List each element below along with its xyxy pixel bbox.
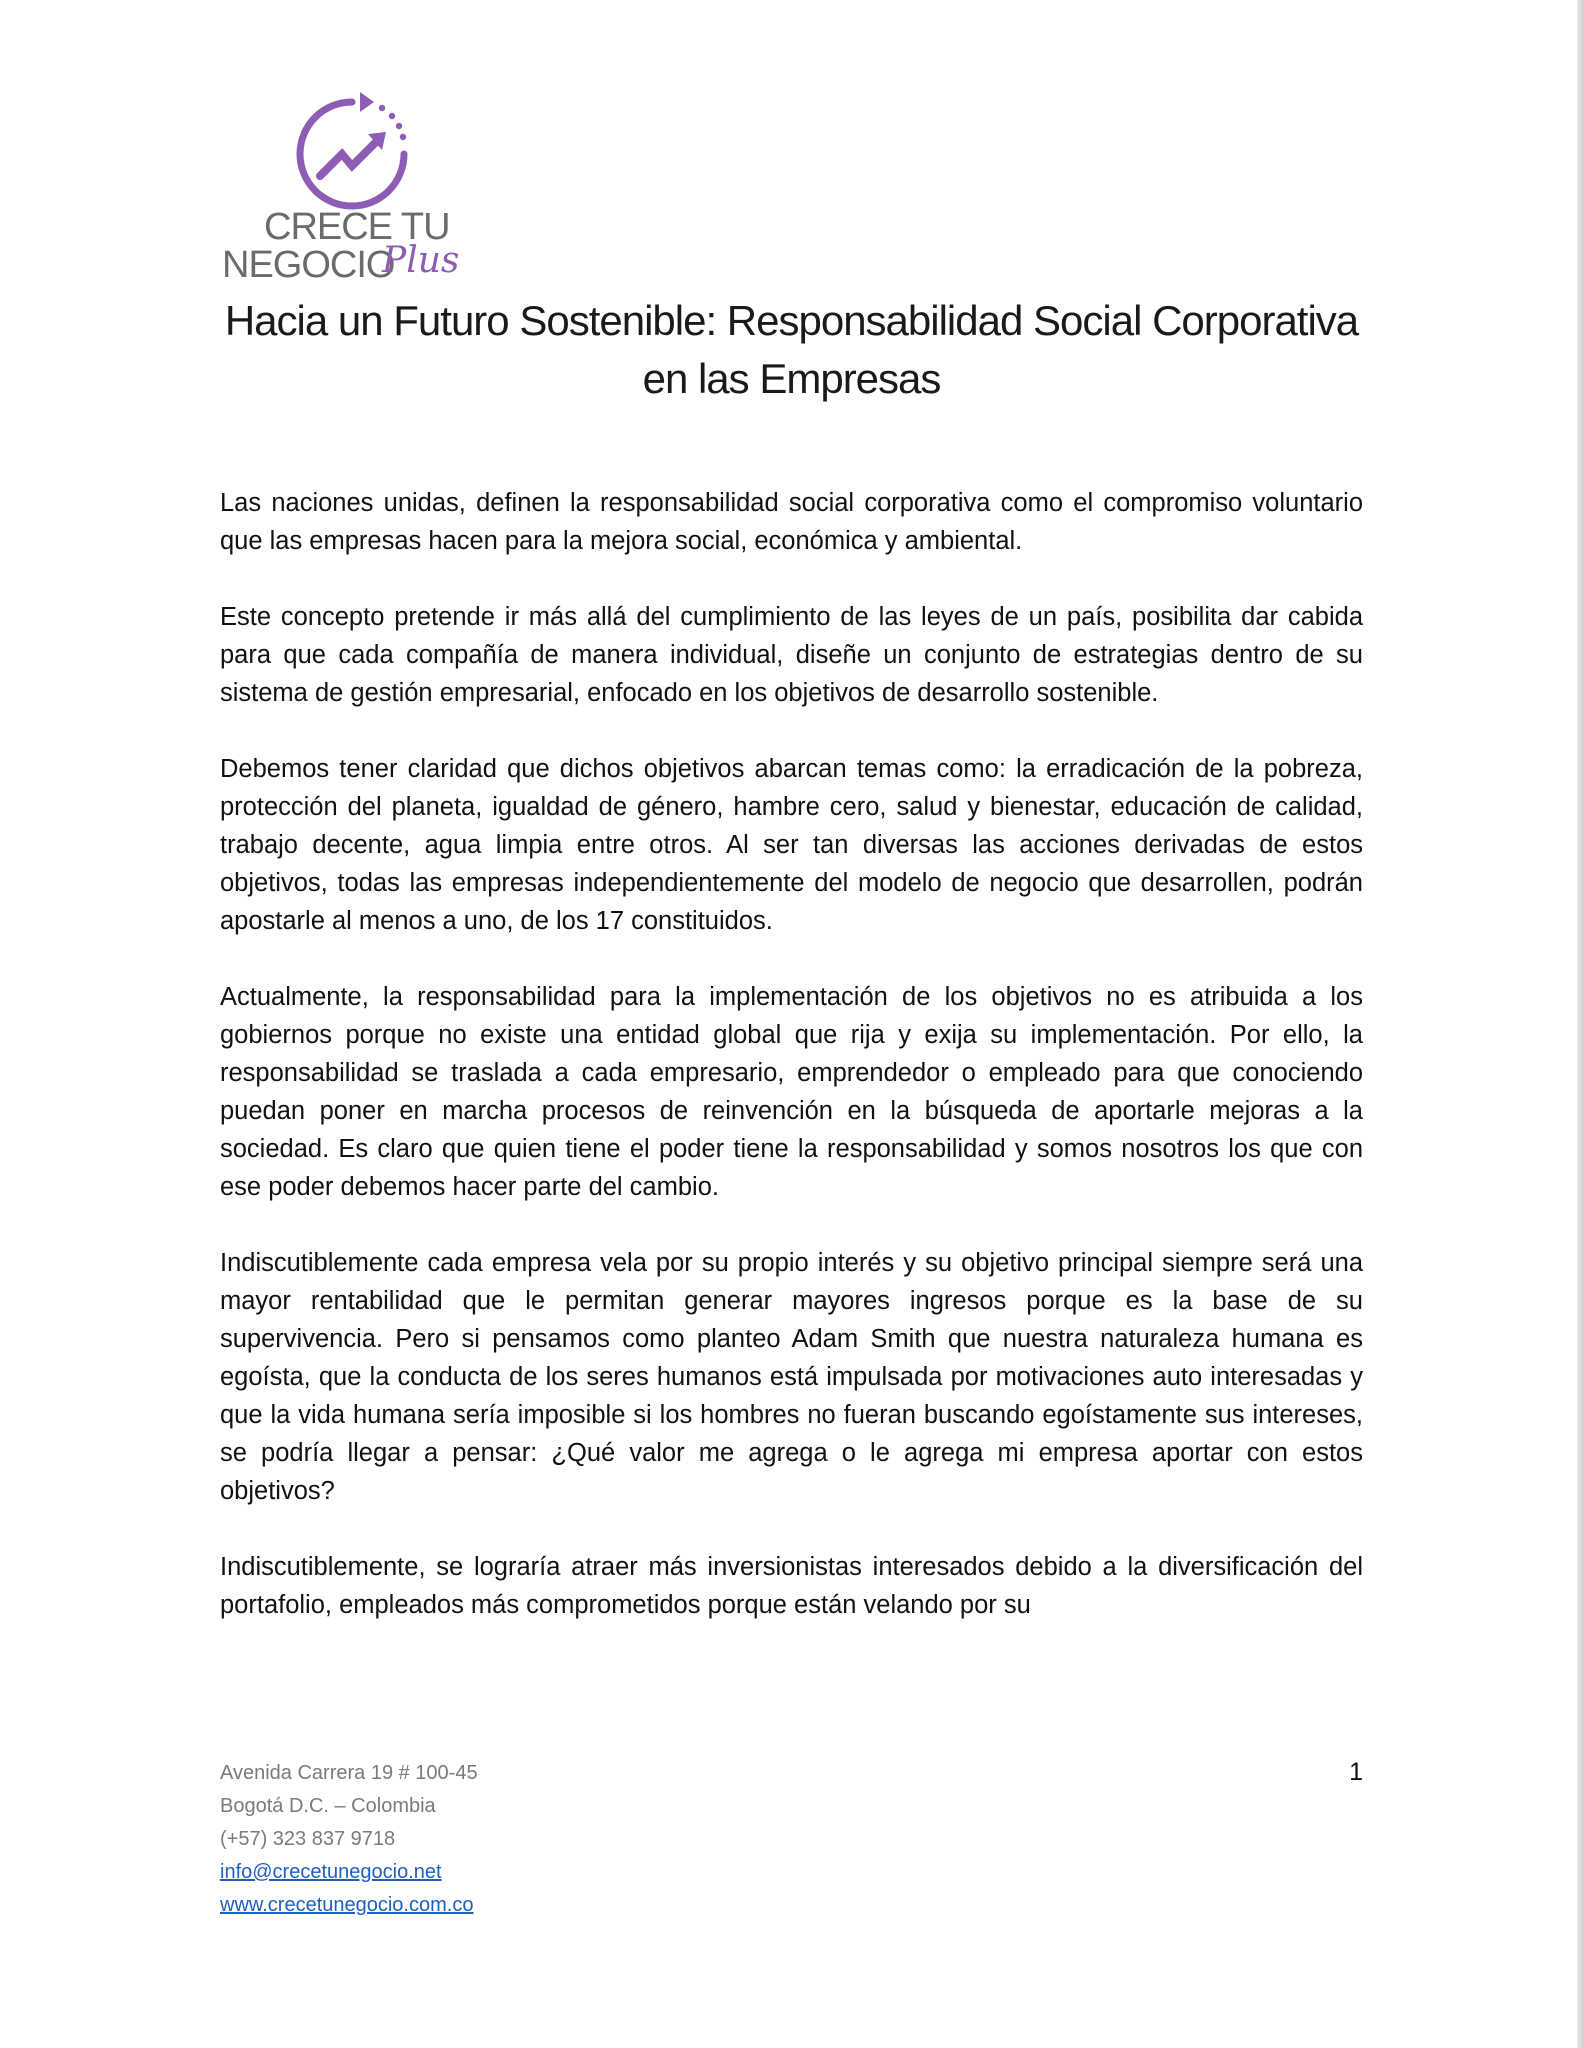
document-title xyxy=(220,292,1363,408)
title-line-1: Hacia un Futuro Sostenible: Responsabilidad Social Corporativa xyxy=(224,297,1359,344)
document-body xyxy=(220,484,1363,1662)
logo-text-line2: NEGOCIO xyxy=(222,244,395,286)
page-number: 1 xyxy=(1349,1758,1363,1786)
footer-contact-info xyxy=(220,1757,478,1922)
footer-city: Bogotá D.C. – Colombia xyxy=(220,1795,436,1817)
footer-phone: (+57) 323 837 9718 xyxy=(220,1828,396,1850)
footer-email-link[interactable]: info@crecetunegocio.net xyxy=(220,1861,442,1883)
footer-address: Avenida Carrera 19 # 100-45 xyxy=(220,1762,478,1784)
page-edge-shadow xyxy=(1577,0,1583,2048)
growth-arrow-logo-icon xyxy=(282,88,422,218)
company-logo xyxy=(222,88,472,288)
paragraph: Actualmente, la responsabilidad para la implementación de los objetivos no es atribuida a los gobiernos porque no existe una entidad global que rija y exija su implementación. Por ello, la responsabilidad se traslada a cada empresario, emprendedor o empleado para que conociendo puedan poner en marcha procesos de reinvención en la búsqueda de aportarle mejoras a la sociedad. Es claro que quien tiene el poder tiene la responsabilidad y somos nosotros los que con ese poder debemos hacer parte del cambio. xyxy=(220,983,1363,1201)
paragraph: Indiscutiblemente, se lograría atraer más inversionistas interesados debido a la diversificación del portafolio, empleados más comprometidos porque están velando por su xyxy=(220,1553,1363,1619)
footer-website-link[interactable]: www.crecetunegocio.com.co xyxy=(220,1894,474,1916)
title-line-2: en las Empresas xyxy=(642,355,941,402)
paragraph: Las naciones unidas, definen la responsabilidad social corporativa como el compromiso voluntario que las empresas hacen para la mejora social, económica y ambiental. xyxy=(220,489,1363,555)
logo-text-plus: Plus xyxy=(382,240,460,281)
paragraph: Debemos tener claridad que dichos objetivos abarcan temas como: la erradicación de la pobreza, protección del planeta, igualdad de género, hambre cero, salud y bienestar, educación de calidad, trabajo decente, agua limpia entre otros. Al ser tan diversas las acciones derivadas de estos objetivos, todas las empresas independientemente del modelo de negocio que desarrollen, podrán apostarle al menos a uno, de los 17 constituidos. xyxy=(220,755,1363,935)
paragraph: Indiscutiblemente cada empresa vela por su propio interés y su objetivo principal siempre será una mayor rentabilidad que le permitan generar mayores ingresos porque es la base de su supervivencia. Pero si pensamos como planteo Adam Smith que nuestra naturaleza humana es egoísta, que la conducta de los seres humanos está impulsada por motivaciones auto interesadas y que la vida humana sería imposible si los hombres no fueran buscando egoístamente sus intereses, se podría llegar a pensar: ¿Qué valor me agrega o le agrega mi empresa aportar con estos objetivos? xyxy=(220,1249,1363,1505)
paragraph: Este concepto pretende ir más allá del cumplimiento de las leyes de un país, posibilita dar cabida para que cada compañía de manera individual, diseñe un conjunto de estrategias dentro de su sistema de gestión empresarial, enfocado en los objetivos de desarrollo sostenible. xyxy=(220,603,1363,707)
logo-text-line1: CRECE TU xyxy=(264,206,450,248)
